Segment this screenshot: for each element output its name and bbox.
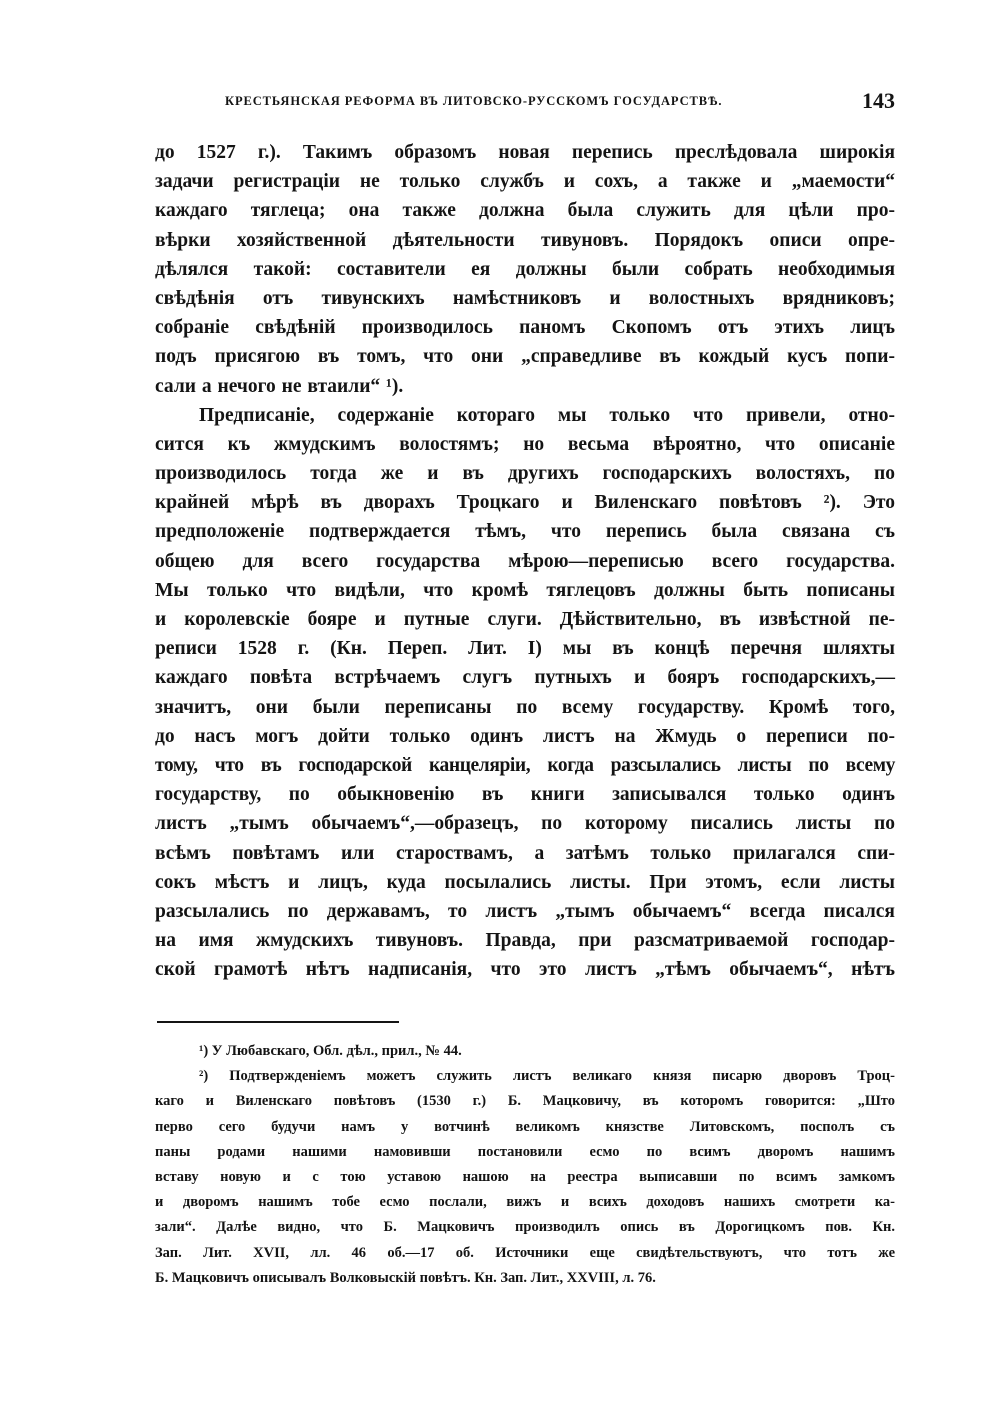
text-line: свѣдѣнія отъ тивунскихъ намѣстниковъ и волостныхъ врядниковъ;	[155, 287, 895, 309]
text-line: и королевскіе бояре и путные слуги. Дѣйствительно, въ извѣстной пе-	[155, 609, 895, 630]
footnote-line: Зап. Лит. XVII, лл. 46 об.—17 об. Источники еще свидѣтельствуютъ, что тотъ же	[155, 1244, 895, 1261]
text-line: ской грамотѣ нѣтъ надписанія, что это листъ „тѣмъ обычаемъ“, нѣтъ	[155, 959, 895, 981]
text-line: сали а нечого не втаили“ ¹).	[155, 375, 404, 397]
running-header	[150, 88, 895, 118]
footnote-line: ¹) У Любавскаго, Обл. дѣл., прил., № 44.	[199, 1043, 462, 1059]
footnote-line: и дворомъ нашимъ тобе есмо послали, вижъ и всихъ доходовъ нашихъ смотрети ка-	[155, 1194, 895, 1211]
footnote-2	[155, 1064, 895, 1291]
text-line: собраніе свѣдѣній производилось паномъ Скопомъ отъ этихъ лицъ	[155, 317, 895, 339]
paragraph-2	[155, 401, 895, 985]
footnote-line: зали“. Далѣе видно, что Б. Мацковичъ производилъ опись въ Дорогицкомъ пов. Кн.	[155, 1219, 895, 1236]
page-number: 143	[862, 88, 895, 113]
text-line: на имя жмудскихъ тивуновъ. Правда, при разсматриваемой господар-	[155, 930, 895, 952]
footnote-line: Б. Мацковичъ описывалъ Волковыскій повѣтъ. Кн. Зап. Лит., XXVIII, л. 76.	[155, 1269, 656, 1286]
text-line: Предписаніе, содержаніе котораго мы только что привели, отно-	[199, 404, 895, 426]
body-text	[155, 138, 895, 984]
footnote-line: перво сего будучи намъ у вотчинѣ великомъ князстве Литовскомъ, посполъ съ	[155, 1118, 895, 1135]
text-line: до 1527 г.). Такимъ образомъ новая перепись преслѣдовала широкія	[155, 142, 895, 163]
text-line: крайней мѣрѣ въ дворахъ Троцкаго и Виленскаго повѣтовъ ²). Это	[155, 492, 895, 514]
text-line: реписи 1528 г. (Кн. Переп. Лит. I) мы въ концѣ перечня шляхты	[155, 638, 895, 660]
text-line: каждаго повѣта встрѣчаемъ слугъ путныхъ и бояръ господарскихъ,—	[155, 667, 895, 689]
footnote-line: каго и Виленскаго повѣтовъ (1530 г.) Б. Мацковичу, въ которомъ говорится: „Што	[155, 1093, 895, 1110]
text-line: листъ „тымъ обычаемъ“,—образецъ, по которому писались листы по	[155, 813, 895, 835]
text-line: каждаго тяглеца; она также должна была служить для цѣли про-	[155, 200, 895, 222]
text-line: тому, что въ господарской канцеляріи, когда разсылались листы по всему	[155, 754, 895, 776]
footnote-line: вставу новую и с тою уставою нашою на реестра выписавши по всимъ замкомъ	[155, 1168, 895, 1185]
running-title: КРЕСТЬЯНСКАЯ РЕФОРМА ВЪ ЛИТОВСКО-РУССКОМЪ ГОСУДАРСТВѢ.	[225, 94, 723, 108]
text-line: до насъ могъ дойти только одинъ листъ на Жмудь о переписи по-	[155, 725, 895, 747]
footnote-line: ²) Подтвержденіемъ можетъ служить листъ великаго князя писарю дворовъ Троц-	[199, 1068, 895, 1085]
text-line: предположеніе подтверждается тѣмъ, что перепись была связана съ	[155, 521, 895, 543]
text-line: общею для всего государства мѣрою—переписью всего государства.	[155, 550, 895, 572]
text-line: подъ присягою въ томъ, что они „справедливе въ кождый кусъ попи-	[155, 346, 895, 368]
text-line: всѣмъ повѣтамъ или староствамъ, а затѣмъ только прилагался спи-	[155, 842, 895, 864]
text-line: задачи регистраціи не только службъ и сохъ, а также и „маемости“	[155, 171, 895, 193]
text-line: производилось тогда же и въ другихъ господарскихъ волостяхъ, по	[155, 463, 895, 485]
text-line: дѣлялся такой: составители ея должны были собрать необходимыя	[155, 258, 895, 280]
text-line: сится къ жмудскимъ волостямъ; но весьма вѣроятно, что описаніе	[155, 433, 895, 455]
footnote-line: паны родами нашими намовивши постановили есмо по всимъ дворомъ нашимъ	[155, 1143, 895, 1160]
footnote-1	[155, 1039, 895, 1064]
text-line: государству, по обыкновенію въ книги записывался только одинъ	[155, 784, 895, 806]
footnotes	[155, 1039, 895, 1291]
paragraph-1	[155, 138, 895, 401]
text-line: вѣрки хозяйственной дѣятельности тивуновъ. Порядокъ описи опре-	[155, 229, 895, 251]
text-line: значитъ, они были переписаны по всему государству. Кромѣ того,	[155, 696, 895, 718]
text-line: сокъ мѣстъ и лицъ, куда посылались листы. При этомъ, если листы	[155, 871, 895, 893]
footnote-divider	[157, 1021, 399, 1023]
text-line: разсылались по державамъ, то листъ „тымъ обычаемъ“ всегда писался	[155, 900, 895, 922]
text-line: Мы только что видѣли, что кромѣ тяглецовъ должны быть пописаны	[155, 579, 895, 601]
